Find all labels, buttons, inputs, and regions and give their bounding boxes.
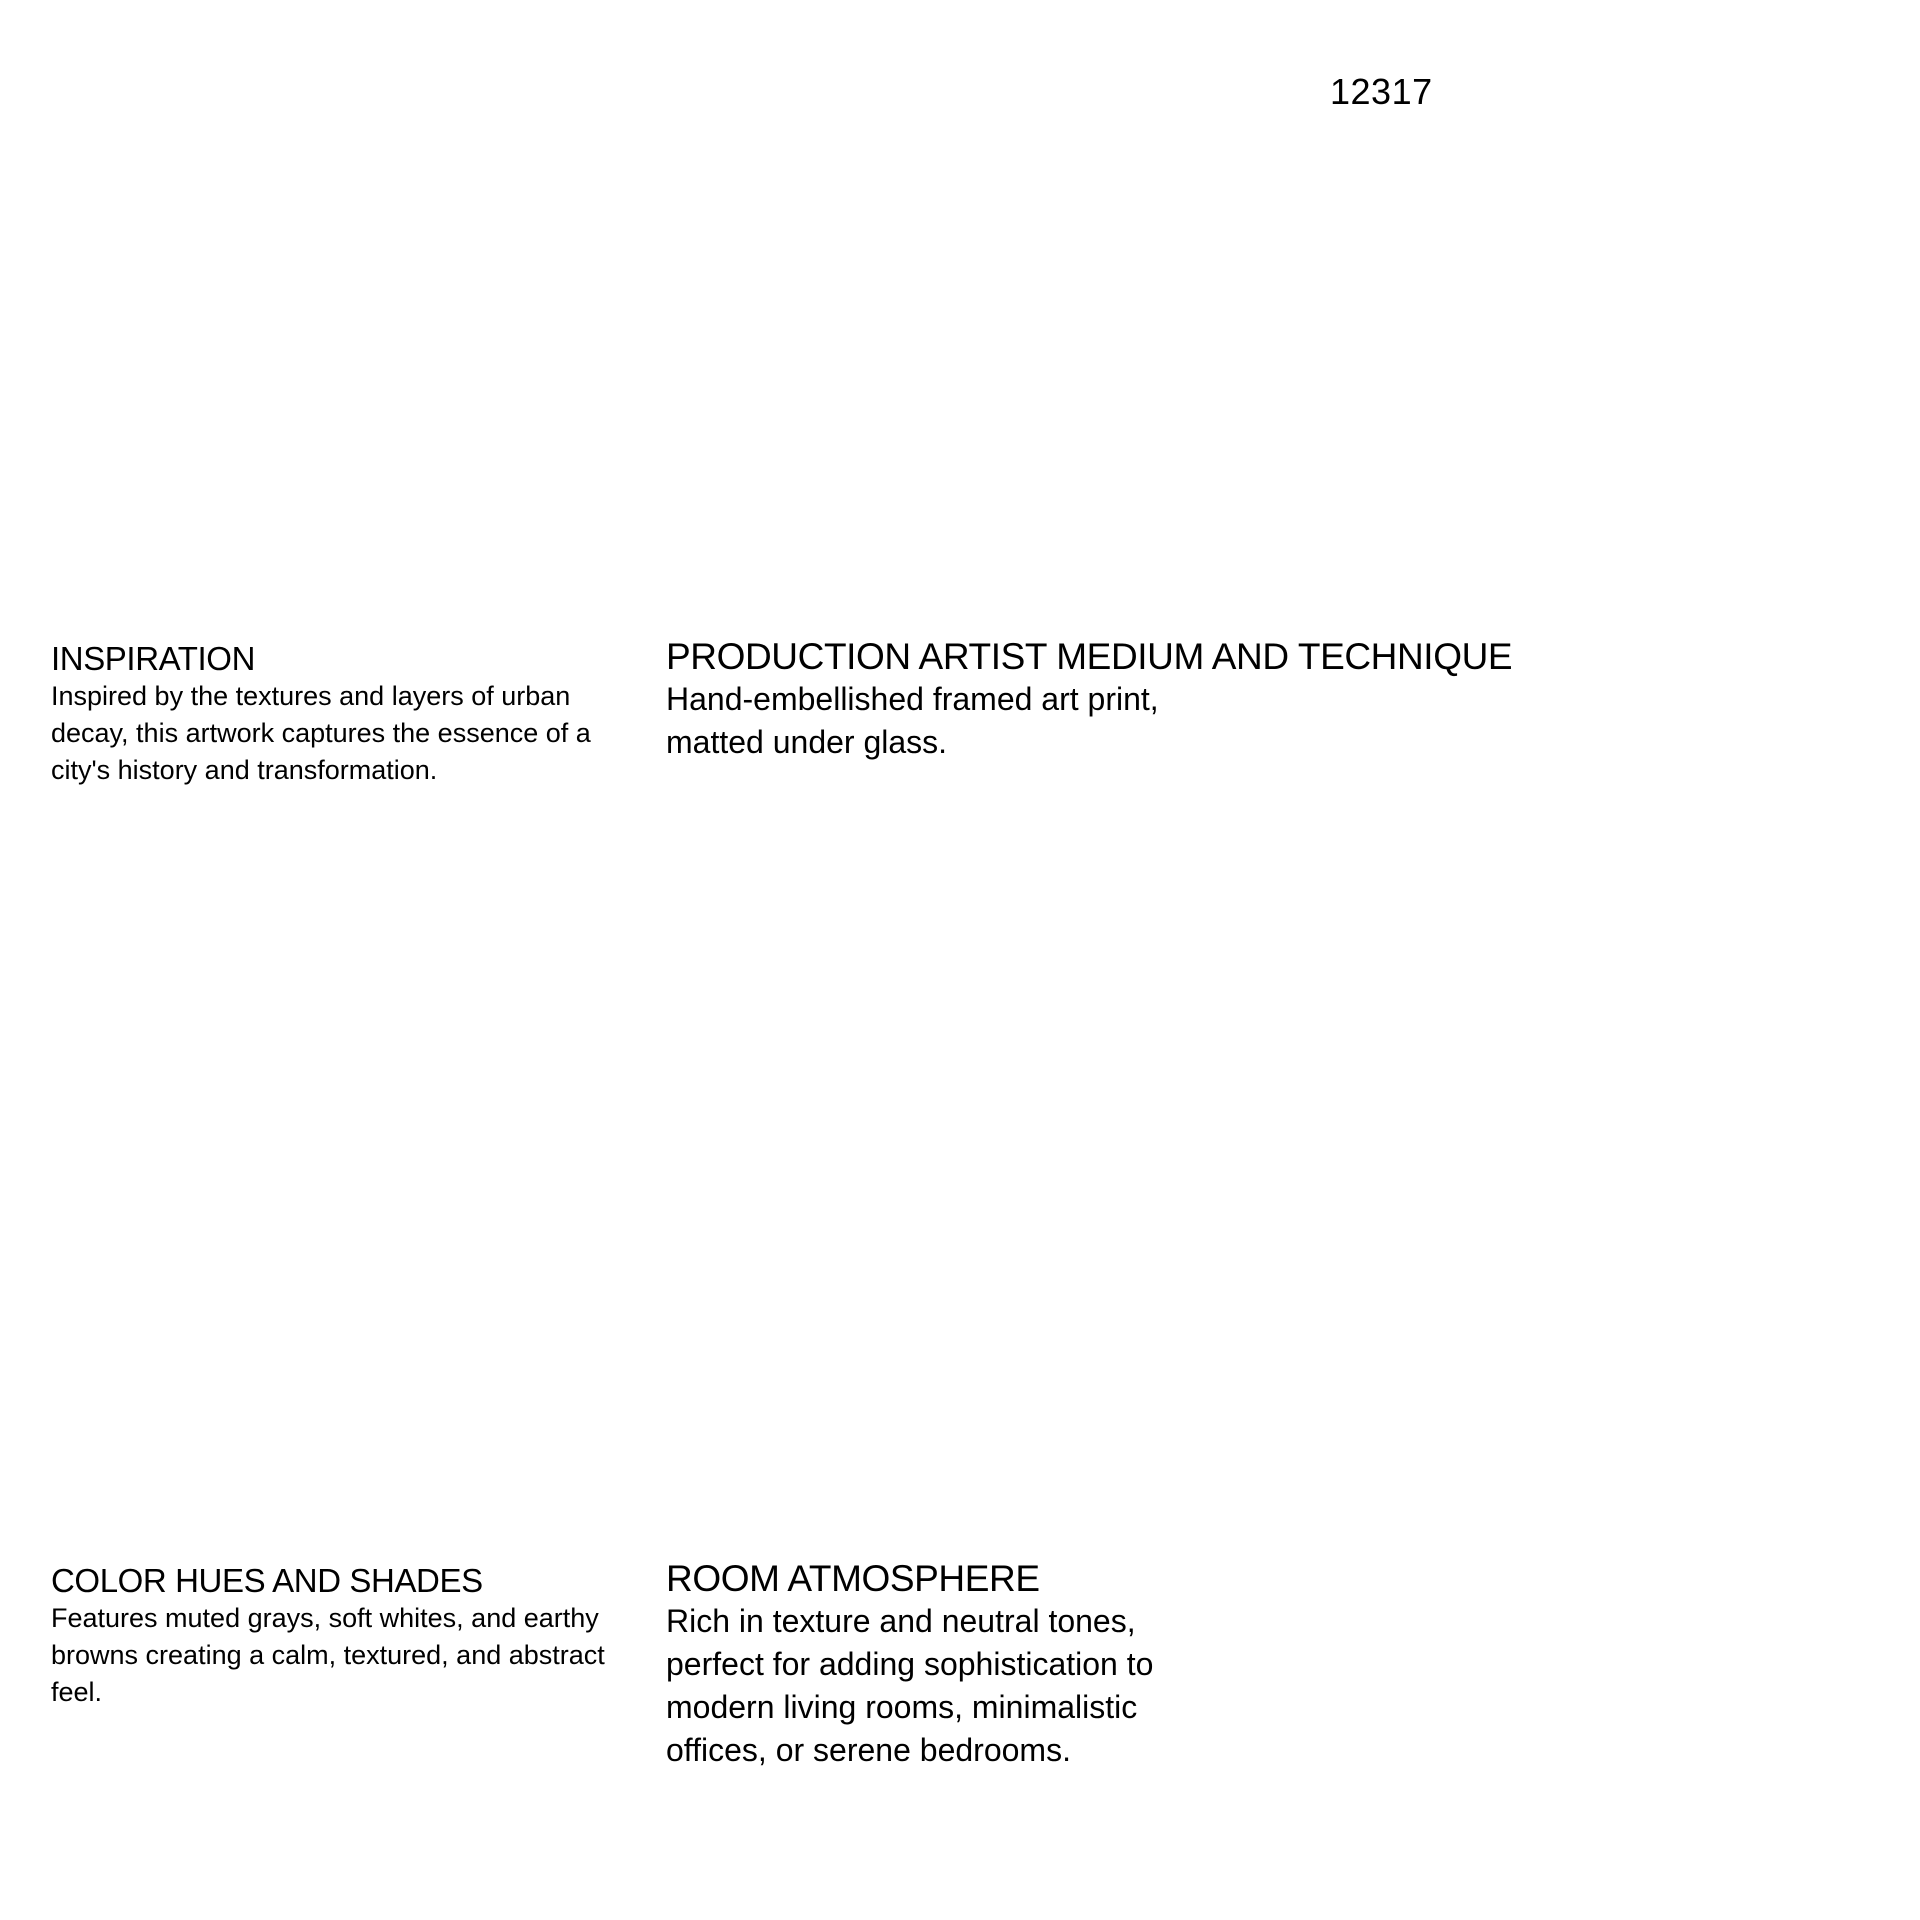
production-text <box>666 678 1226 764</box>
inspiration-line: Inspired by the textures and layers of urban <box>51 681 571 711</box>
room-line: perfect for adding sophistication to <box>666 1646 1154 1682</box>
inspiration-heading: INSPIRATION <box>51 640 256 677</box>
color-section <box>51 1562 651 1711</box>
inspiration-line: decay, this artwork captures the essence of a <box>51 718 591 748</box>
color-line: browns creating a calm, textured, and abstract <box>51 1640 605 1670</box>
color-text <box>51 1600 651 1711</box>
room-text <box>666 1600 1226 1772</box>
production-section <box>666 636 1513 764</box>
room-line: modern living rooms, minimalistic <box>666 1689 1138 1725</box>
inspiration-text <box>51 678 631 789</box>
sheet-number: 12317 <box>1330 71 1433 112</box>
inspiration-line: city's history and transformation. <box>51 755 438 785</box>
production-line: Hand-embellished framed art print, <box>666 681 1159 717</box>
room-line: offices, or serene bedrooms. <box>666 1732 1071 1768</box>
production-heading: PRODUCTION ARTIST MEDIUM AND TECHNIQUE <box>666 636 1513 677</box>
production-line: matted under glass. <box>666 724 948 760</box>
room-section <box>666 1558 1226 1772</box>
color-line: Features muted grays, soft whites, and earthy <box>51 1603 599 1633</box>
color-heading: COLOR HUES AND SHADES <box>51 1562 483 1599</box>
inspiration-section <box>51 640 631 789</box>
color-line: feel. <box>51 1677 103 1707</box>
room-heading: ROOM ATMOSPHERE <box>666 1558 1040 1599</box>
room-line: Rich in texture and neutral tones, <box>666 1603 1136 1639</box>
